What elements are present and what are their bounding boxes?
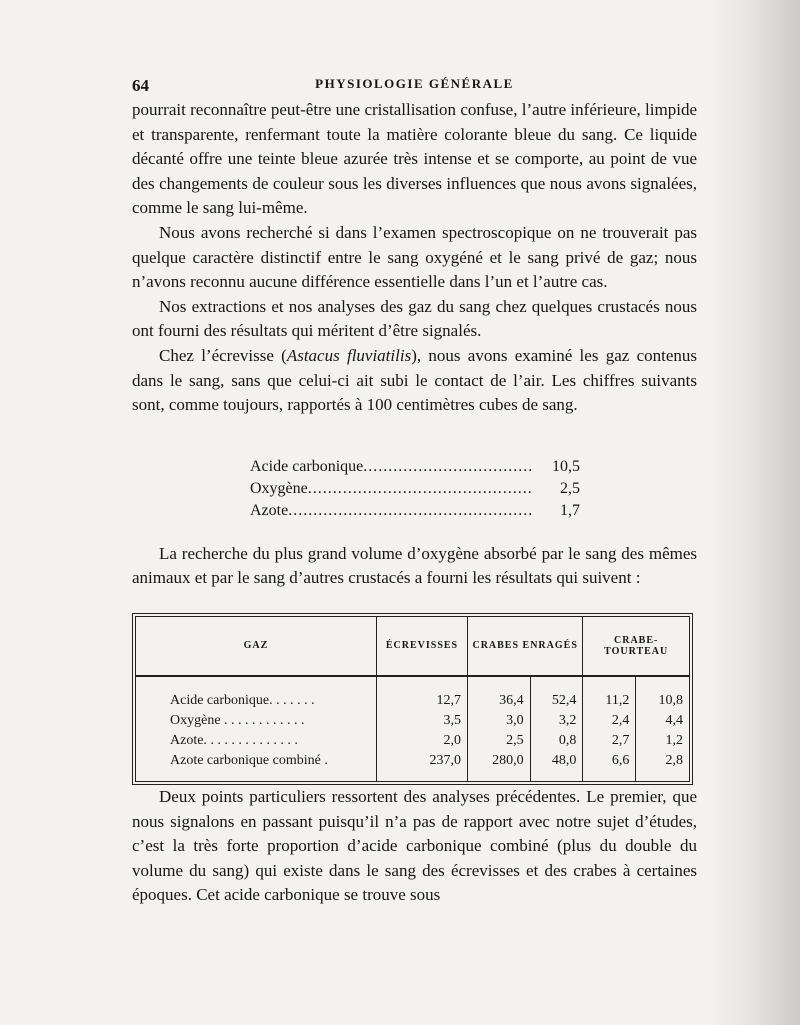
cell-tourteau-2: 1,2: [636, 731, 689, 751]
row-label: Oxygène . . . . . . . . . . . .: [170, 712, 305, 728]
gas-row: [250, 456, 580, 478]
paragraph-4: [132, 344, 697, 418]
body-text: [132, 98, 697, 908]
paragraph-1: pourrait reconnaître peut-être une cristallisation confuse, l’autre inférieure, limpide et transparente, renfermant toute la matière colorante bleue du sang. Ce liquide décanté offre une teinte bleue azurée très intense et se comporte, au point de vue des changements de couleur sous les diverses influences que nous avons signalées, comme le sang lui-même.: [132, 100, 697, 218]
cell-ecrevisses: 2,0: [377, 731, 468, 751]
dot-leader: [288, 500, 534, 522]
ecrevisse-gas-list: [250, 456, 580, 522]
book-page: [132, 70, 697, 908]
cell-tourteau-2: 10,8: [636, 691, 689, 711]
table-row: [136, 731, 689, 751]
paragraph-4-end: ), nous avons examiné les gaz contenus dans le sang, sans que celui-ci ait subi le contact de l’air. Les chiffres suivants sont, comme toujours, rapportés à 100 centimètres cubes de sang.: [132, 345, 697, 415]
row-label: Acide carbonique. . . . . . .: [170, 692, 315, 708]
page-header: [132, 70, 697, 98]
cell-crabes-1: 280,0: [468, 751, 531, 781]
page-number: 64: [132, 76, 149, 95]
gas-row: [250, 478, 580, 500]
row-label: Azote carbonique combiné .: [170, 752, 328, 768]
table-row: [136, 711, 689, 731]
paragraph-6: Deux points particuliers ressortent des analyses précédentes. Le premier, que nous signalons en passant puisqu’il n’a pas de rapport avec notre sujet d’études, c’est la très forte proportion d’acide carbonique combiné (plus du double du volume du sang) qui existe dans le sang des écrevisses et des crabes à certaines époques. Cet acide carbonique se trouve sous: [132, 786, 697, 905]
gas-row: [250, 500, 580, 522]
cell-tourteau-1: 11,2: [583, 691, 636, 711]
cell-tourteau-1: 2,7: [583, 731, 636, 751]
header-ecrevisses: ÉCREVISSES: [377, 617, 468, 676]
cell-tourteau-1: 6,6: [583, 751, 636, 781]
cell-ecrevisses: 12,7: [377, 691, 468, 711]
cell-crabes-2: 0,8: [530, 731, 583, 751]
paragraph-3: Nos extractions et nos analyses des gaz du sang chez quelques crustacés nous ont fourni des résultats qui méritent d’être signalés.: [132, 296, 697, 341]
header-gaz: GAZ: [136, 617, 377, 676]
gas-value: 10,5: [552, 457, 580, 475]
gas-table: [136, 617, 689, 781]
gas-value: 1,7: [560, 501, 580, 519]
cell-tourteau-2: 4,4: [636, 711, 689, 731]
paragraph-4-start: Chez l’écrevisse (: [159, 345, 287, 365]
cell-crabes-2: 52,4: [530, 691, 583, 711]
running-title: PHYSIOLOGIE GÉNÉRALE: [315, 76, 514, 91]
row-label: Azote. . . . . . . . . . . . . .: [170, 732, 298, 748]
table-row: [136, 751, 689, 781]
cell-crabes-1: 3,0: [468, 711, 531, 731]
header-crabe-tourteau: CRABE-TOURTEAU: [583, 617, 689, 676]
gas-value: 2,5: [560, 479, 580, 497]
crustacean-gas-table: [132, 613, 693, 785]
cell-ecrevisses: 3,5: [377, 711, 468, 731]
header-crabes-enrages: CRABES ENRAGÉS: [468, 617, 583, 676]
cell-ecrevisses: 237,0: [377, 751, 468, 781]
table-row: [136, 691, 689, 711]
gas-label: Acide carbonique: [250, 457, 364, 475]
dot-leader: [308, 478, 534, 500]
gas-label: Azote: [250, 501, 289, 519]
species-name: Astacus fluviatilis: [286, 345, 412, 365]
cell-tourteau-2: 2,8: [636, 751, 689, 781]
cell-crabes-1: 36,4: [468, 691, 531, 711]
spacer-row: [136, 676, 689, 691]
paragraph-2: Nous avons recherché si dans l’examen spectroscopique on ne trouverait pas quelque caractère distinctif entre le sang oxygéné et le sang privé de gaz; nous n’avons reconnu aucune différence essentielle dans l’un et l’autre cas.: [132, 222, 697, 292]
paragraph-5: La recherche du plus grand volume d’oxygène absorbé par le sang des mêmes animaux et par le sang d’autres crustacés a fourni les résultats qui suivent :: [132, 543, 697, 588]
dot-leader: [363, 456, 534, 478]
page-edge-shadow: [710, 0, 800, 1025]
cell-crabes-2: 3,2: [530, 711, 583, 731]
cell-tourteau-1: 2,4: [583, 711, 636, 731]
cell-crabes-2: 48,0: [530, 751, 583, 781]
gas-label: Oxygène: [250, 479, 308, 497]
cell-crabes-1: 2,5: [468, 731, 531, 751]
table-header-row: [136, 617, 689, 676]
